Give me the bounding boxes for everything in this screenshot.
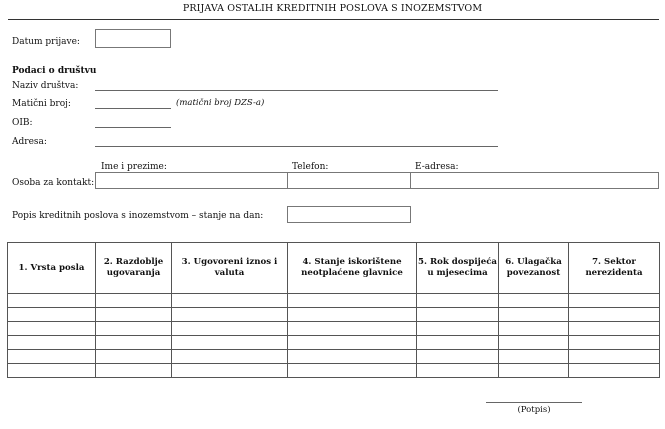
oib-label: OIB: [12, 118, 33, 128]
header-rok-dospijeca: 5. Rok dospijeća u mjesecima [417, 243, 499, 294]
maticni-broj-label: Matični broj: [12, 99, 71, 109]
stanje-na-dan-field[interactable] [287, 206, 411, 223]
table-cell[interactable] [96, 364, 172, 378]
table-cell[interactable] [499, 294, 569, 308]
table-cell[interactable] [288, 350, 417, 364]
naziv-drustva-label: Naziv društva: [12, 81, 79, 91]
table-cell[interactable] [569, 322, 660, 336]
table-cell[interactable] [569, 350, 660, 364]
datum-prijave-label: Datum prijave: [12, 37, 80, 47]
table-cell[interactable] [417, 322, 499, 336]
table-row [8, 364, 660, 378]
ime-prezime-field[interactable] [95, 172, 288, 189]
header-ulagacka: 6. Ulagačka povezanost [499, 243, 569, 294]
table-cell[interactable] [288, 294, 417, 308]
table-cell[interactable] [417, 350, 499, 364]
table-cell[interactable] [96, 322, 172, 336]
adresa-label: Adresa: [12, 137, 47, 147]
maticni-broj-field[interactable] [95, 108, 171, 109]
potpis-label: (Potpis) [517, 405, 551, 415]
table-cell[interactable] [499, 336, 569, 350]
potpis-line[interactable] [486, 402, 582, 403]
table-cell[interactable] [96, 308, 172, 322]
table-cell[interactable] [417, 336, 499, 350]
table-cell[interactable] [172, 322, 288, 336]
table-cell[interactable] [172, 364, 288, 378]
ime-prezime-label: Ime i prezime: [101, 162, 167, 172]
title-divider [8, 19, 659, 20]
table-cell[interactable] [569, 308, 660, 322]
table-cell[interactable] [569, 294, 660, 308]
table-cell[interactable] [499, 322, 569, 336]
table-cell[interactable] [172, 336, 288, 350]
kreditni-poslovi-table [7, 242, 660, 378]
table-header-row [8, 243, 660, 294]
adresa-field[interactable] [95, 146, 498, 147]
table-cell[interactable] [172, 294, 288, 308]
popis-label: Popis kreditnih poslova s inozemstvom – stanje na dan: [12, 211, 264, 221]
table-cell[interactable] [8, 308, 96, 322]
oib-field[interactable] [95, 127, 171, 128]
telefon-label: Telefon: [292, 162, 329, 172]
table-cell[interactable] [417, 294, 499, 308]
table-cell[interactable] [499, 364, 569, 378]
email-label: E-adresa: [415, 162, 459, 172]
naziv-drustva-field[interactable] [95, 90, 498, 91]
table-cell[interactable] [8, 350, 96, 364]
table-row [8, 350, 660, 364]
table-cell[interactable] [417, 308, 499, 322]
table-row [8, 336, 660, 350]
table-row [8, 322, 660, 336]
table-cell[interactable] [8, 336, 96, 350]
table-cell[interactable] [96, 350, 172, 364]
table-cell[interactable] [288, 308, 417, 322]
table-cell[interactable] [96, 336, 172, 350]
form-title: PRIJAVA OSTALIH KREDITNIH POSLOVA S INOZEMSTVOM [182, 3, 483, 14]
header-razdoblje: 2. Razdoblje ugovaranja [96, 243, 172, 294]
table-cell[interactable] [569, 336, 660, 350]
table-cell[interactable] [569, 364, 660, 378]
table-cell[interactable] [499, 350, 569, 364]
table-cell[interactable] [172, 308, 288, 322]
section-title-podaci: Podaci o društvu [12, 66, 97, 76]
table-cell[interactable] [8, 294, 96, 308]
table-cell[interactable] [499, 308, 569, 322]
header-sektor: 7. Sektor nerezidenta [569, 243, 660, 294]
table-row [8, 294, 660, 308]
table-cell[interactable] [288, 322, 417, 336]
table-cell[interactable] [288, 336, 417, 350]
table-cell[interactable] [8, 364, 96, 378]
email-field[interactable] [410, 172, 659, 189]
maticni-broj-note: (matični broj DZS-a) [176, 98, 265, 108]
table-cell[interactable] [288, 364, 417, 378]
header-ugovoreni-iznos: 3. Ugovoreni iznos i valuta [172, 243, 288, 294]
datum-prijave-field[interactable] [95, 29, 171, 48]
table-cell[interactable] [417, 364, 499, 378]
header-stanje-glavnice: 4. Stanje iskorištene neotplaćene glavnice [288, 243, 417, 294]
table-row [8, 308, 660, 322]
table-cell[interactable] [8, 322, 96, 336]
table-cell[interactable] [96, 294, 172, 308]
telefon-field[interactable] [287, 172, 411, 189]
osoba-kontakt-label: Osoba za kontakt: [12, 178, 95, 188]
header-vrsta-posla: 1. Vrsta posla [8, 243, 96, 294]
table-cell[interactable] [172, 350, 288, 364]
